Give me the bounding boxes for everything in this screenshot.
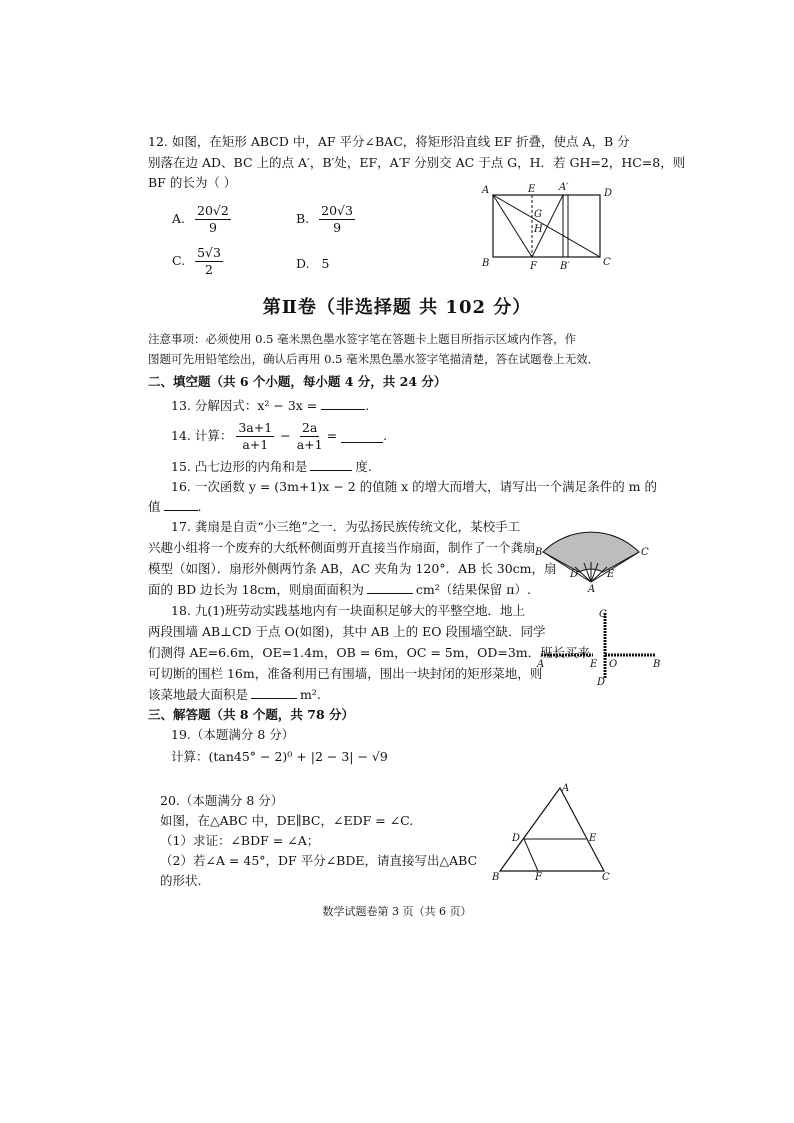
q14-num-2: 2a [301, 419, 318, 435]
q18-answer-blank[interactable] [251, 686, 297, 699]
q20-line4: 的形状. [160, 873, 202, 888]
q12-line3: BF 的长为（ ） [148, 175, 237, 190]
q12-fig-label-d: D [604, 188, 613, 199]
q12-option-d-label: D. [296, 256, 310, 271]
q12-line1: 12. 如图，在矩形 ABCD 中，AF 平分∠BAC，将矩形沿直线 EF 折叠，使点 A，B 分 [148, 134, 630, 149]
q14-fraction-1 [236, 420, 274, 453]
q16-line1: 16. 一次函数 y = (3m+1)x − 2 的值随 x 的增大而增大，请写出一个满足条件的 m 的 [171, 479, 657, 494]
q12-option-a [172, 203, 231, 236]
q14-den-1: a+1 [242, 436, 269, 452]
q18-line4: 可切断的围栏 16m，准备利用已有围墙，围出一块封闭的矩形菜地，则 [148, 666, 543, 681]
q15 [171, 458, 372, 476]
q19-body: 计算：(tan45° − 2)⁰ + |2 − 3| − √9 [171, 749, 388, 764]
q13-text: 13. 分解因式：x² − 3x = [171, 398, 318, 413]
q17-fig-label-e: E [607, 569, 615, 580]
q12-option-c-fraction [195, 245, 223, 278]
q12-option-b [296, 203, 355, 236]
q20-triangle-figure [488, 783, 614, 881]
q20-fig-label-d: D [512, 833, 521, 844]
q18-line1: 18. 九(1)班劳动实践基地内有一块面积足够大的平整空地．地上 [171, 603, 526, 618]
q12-option-d-value: 5 [321, 256, 330, 271]
q20-fig-label-e: E [589, 833, 597, 844]
q17-fig-label-a: A [588, 584, 596, 595]
q12-option-b-fraction [319, 203, 355, 236]
q14-label: 14. 计算： [171, 428, 233, 443]
q17-fig-label-b: B [535, 547, 543, 558]
q18-walls-figure [535, 605, 665, 688]
q17-fig-label-d: D [570, 569, 579, 580]
q20-fig-label-f: F [535, 872, 542, 883]
page-footer: 数学试题卷第 3 页（共 6 页） [322, 905, 472, 918]
q20-line2: （1）求证：∠BDF = ∠A； [160, 833, 320, 848]
q16-line2: 值 . [148, 499, 202, 514]
q12-fig-label-f: F [530, 261, 537, 272]
q17-unit: cm²（结果保留 π）. [415, 582, 531, 597]
q18-fig-label-d: D [597, 677, 606, 688]
segment-df [524, 839, 538, 871]
q12-figure [480, 182, 620, 272]
segment-af [493, 195, 532, 257]
q14-equals: = [326, 428, 338, 443]
q12-fig-label-e: E [528, 184, 536, 195]
q12-fig-label-b: B [482, 258, 490, 269]
q18-fig-label-o: O [609, 659, 618, 670]
q12-fig-label-a-prime: A′ [559, 182, 569, 193]
q17-line3: 模型（如图）．扇形外侧两竹条 AB，AC 夹角为 120°．AB 长 30cm，扇 [148, 561, 557, 576]
q20-fig-label-b: B [492, 872, 500, 883]
q20-line1: 如图，在△ABC 中，DE∥BC，∠EDF = ∠C. [160, 813, 414, 828]
section-2-note-line1: 注意事项：必须使用 0.5 毫米黑色墨水签字笔在答题卡上题目所指示区域内作答，作 [148, 332, 577, 346]
q14-den-2: a+1 [296, 436, 323, 452]
q12-option-b-den: 9 [333, 220, 342, 235]
q12-fig-label-c: C [603, 257, 611, 268]
q12-option-a-fraction [195, 203, 231, 236]
q15-unit: 度. [355, 459, 372, 474]
fill-section-heading: 二、填空题（共 6 个小题，每小题 4 分，共 24 分） [148, 374, 447, 389]
q12-line2: 别落在边 AD、BC 上的点 A′，B′处，EF，A′F 分别交 AC 于点 G，H．若 GH=2，HC=8，则 [148, 155, 686, 170]
q16-text: 值 [148, 499, 161, 514]
q12-option-c-num: 5√3 [197, 245, 221, 260]
q12-fig-label-a: A [482, 185, 490, 196]
q17-text: 面的 BD 边长为 18cm，则扇面面积为 [148, 582, 364, 597]
q20-fig-label-a: A [562, 783, 570, 794]
q18-line5 [148, 686, 321, 704]
q12-option-a-den: 9 [208, 220, 217, 235]
triangle-abc [500, 788, 604, 871]
q15-text: 15. 凸七边形的内角和是 [171, 459, 308, 474]
q12-option-a-num: 20√2 [197, 203, 229, 218]
q12-fig-label-h: H [534, 224, 543, 235]
q18-line2: 两段围墙 AB⊥CD 于点 O(如图)，其中 AB 上的 EO 段围墙空缺．同学 [148, 624, 546, 639]
q17-line1: 17. 龚扇是自贡“小三绝”之一．为弘扬民族传统文化，某校手工 [171, 519, 521, 534]
solve-section-heading: 三、解答题（共 8 个题，共 78 分） [148, 707, 355, 722]
q18-unit: m². [300, 687, 321, 702]
q18-text: 该菜地最大面积是 [148, 687, 249, 702]
section-2-note-line2: 图题可先用铅笔绘出，确认后再用 0.5 毫米黑色墨水签字笔描清楚，答在试题卷上无效． [148, 352, 600, 366]
q18-fig-label-c: C [599, 609, 607, 620]
q12-option-b-num: 20√3 [321, 203, 353, 218]
section-2-title: 第Ⅱ卷（非选择题 共 102 分） [262, 297, 532, 318]
q18-line3: 们测得 AE=6.6m，OE=1.4m，OB = 6m，OC = 5m，OD=3m．班长买来 [148, 645, 591, 660]
q13-answer-blank[interactable] [321, 397, 365, 410]
q20-line3: （2）若∠A = 45°，DF 平分∠BDE，请直接写出△ABC [160, 853, 478, 868]
q17-answer-blank[interactable] [367, 581, 413, 594]
q20-fig-label-c: C [602, 872, 610, 883]
q15-answer-blank[interactable] [310, 458, 352, 471]
q12-option-b-label: B. [296, 211, 310, 226]
q14-minus: − [280, 428, 291, 443]
q20-heading: 20.（本题满分 8 分） [160, 793, 284, 808]
q14-answer-blank[interactable] [341, 430, 383, 443]
q13: 13. 分解因式：x² − 3x = . [171, 398, 370, 413]
q12-option-c-label: C. [172, 253, 186, 268]
q12-option-d [296, 256, 330, 271]
diagonal-ac [493, 195, 600, 257]
q18-fig-label-e: E [590, 659, 598, 670]
q17-fan-figure [535, 512, 649, 595]
q12-option-c-den: 2 [205, 262, 213, 277]
q14-num-1: 3a+1 [238, 419, 273, 435]
q14-fraction-2 [297, 420, 323, 453]
q12-fig-label-g: G [534, 209, 542, 220]
q14: 14. 计算： $\frac{3a+1}{a+1}$ − $\frac{2a}{a+1}$ = . [171, 419, 388, 452]
q16-answer-blank[interactable] [164, 498, 198, 511]
q17-line4 [148, 581, 531, 599]
q17-line2: 兴趣小组将一个废弃的大纸杯侧面剪开直接当作扇面，制作了一个龚扇 [148, 540, 536, 555]
q19-heading: 19.（本题满分 8 分） [171, 727, 295, 742]
q18-fig-label-b: B [653, 659, 661, 670]
q12-option-c [172, 245, 223, 278]
q18-fig-label-a: A [537, 659, 545, 670]
q12-option-a-label: A. [172, 211, 186, 226]
q17-fig-label-c: C [641, 547, 649, 558]
q12-fig-label-b-prime: B′ [560, 261, 570, 272]
